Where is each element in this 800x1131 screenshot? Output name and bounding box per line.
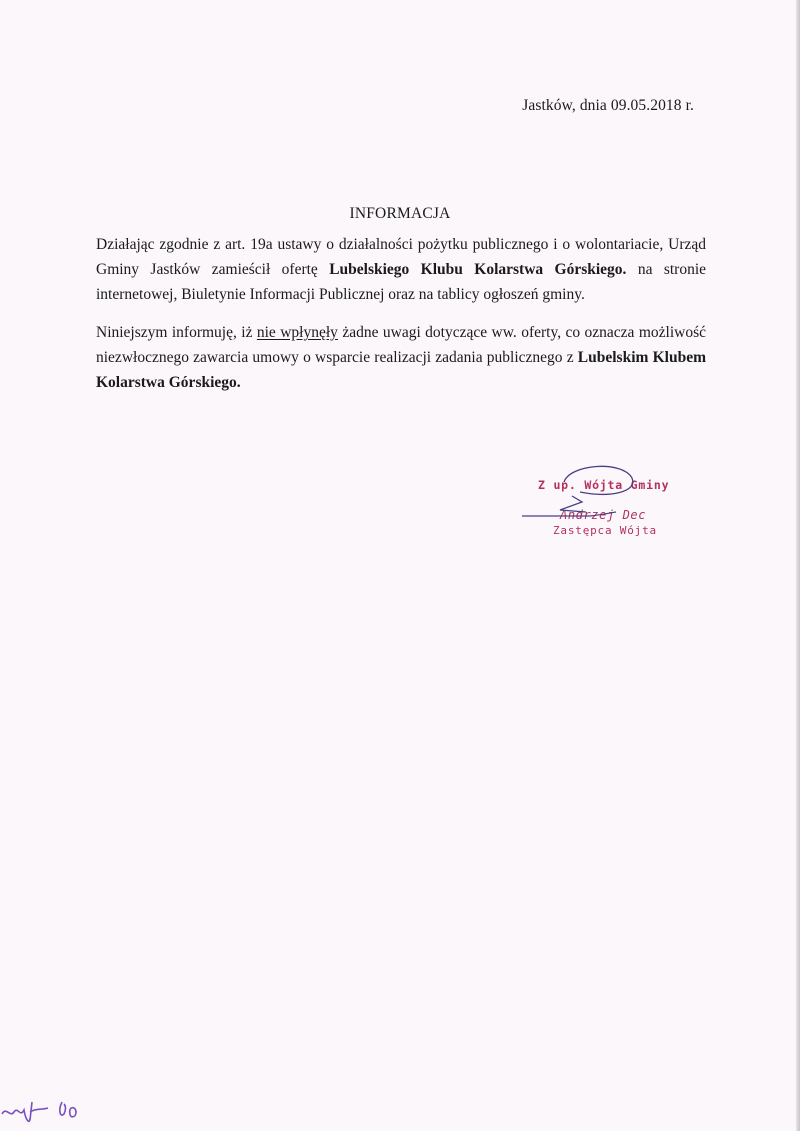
place-date: Jastków, dnia 09.05.2018 r. [522,97,694,114]
paragraph-1-text-a: Działając zgodnie z art. 19a ustawy o działalności pożytku publicznego i o wolontariacie, Urząd Gminy Jastków zamieścił ofertę [96,236,706,278]
paragraph-1 [96,232,706,307]
official-stamp [520,462,680,542]
stamp-role: Zastępca Wójta [553,524,657,537]
stamp-name: Andrzej Dec [560,508,647,522]
paragraph-2-text-a: Niniejszym informuję, iż [96,324,257,341]
handwritten-signature [520,462,680,542]
scan-edge [796,0,800,1131]
stamp-authority: Z up. Wójta Gminy [538,478,670,492]
underlined-phrase: nie wpłynęły [256,324,338,341]
organization-name: Lubelskiego Klubu Kolarstwa Górskiego. [329,261,627,278]
document-title: INFORMACJA [349,205,451,222]
paragraph-2-text-b: żadne uwagi dotyczące ww. oferty, co oznacza możliwość niezwłocznego zawarcia umowy o wsparcie realizacji zadania publicznego z [96,324,706,366]
organization-name-2: Lubelskim Klubem Kolarstwa Górskiego. [96,349,706,391]
paragraph-1-text-b: na stronie internetowej, Biuletynie Informacji Publicznej oraz na tablicy ogłoszeń gminy. [96,261,707,303]
paragraph-2 [96,320,706,395]
margin-handwriting [0,1088,90,1128]
